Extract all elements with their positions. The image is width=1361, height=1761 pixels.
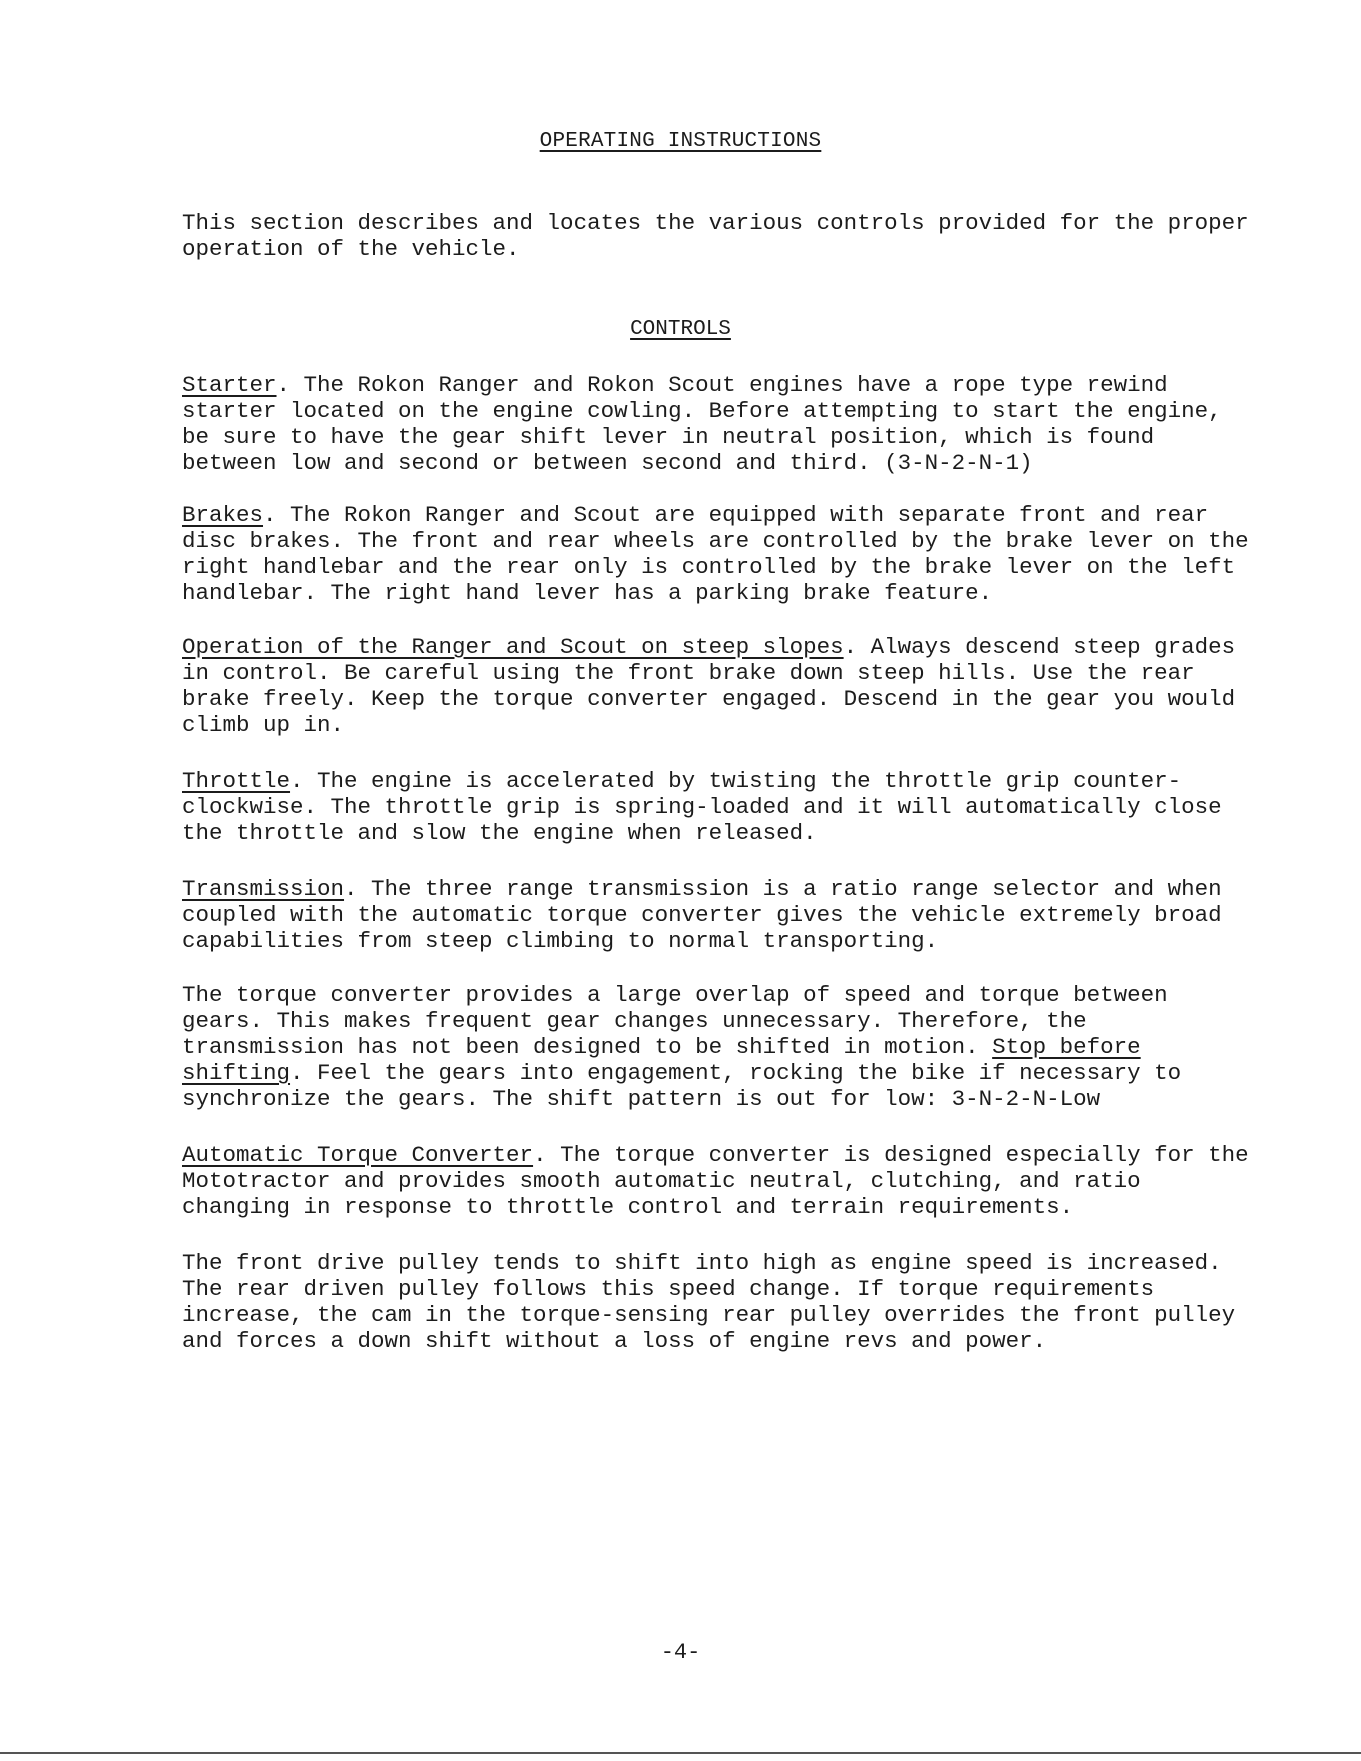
steep-slopes-heading: Operation of the Ranger and Scout on steep slopes [182,634,844,660]
torque-overlap-text-before: The torque converter provides a large overlap of speed and torque between gears. This makes frequent gear changes unnecessary. Therefore, the transmission has not been designed to be shifted in motion. [182,982,1168,1060]
throttle-text: . The engine is accelerated by twisting the throttle grip counter-clockwise. The throttle grip is spring-loaded and it will automatically close the throttle and slow the engine when released. [182,768,1222,846]
page-number: -4- [660,1640,701,1665]
throttle-heading: Throttle [182,768,291,794]
auto-torque-text: . The torque converter is designed especially for the Mototractor and provides smooth automatic neutral, clutching, and ratio changing in response to throttle control and terrain requirements. [182,1142,1249,1220]
pulley-paragraph: The front drive pulley tends to shift into high as engine speed is increased. The rear driven pulley follows this speed change. If torque requirements increase, the cam in the torque-sensing rear pulley overrides the front pulley and forces a down shift without a loss of engine revs and power. [182,1250,1236,1354]
intro-paragraph: This section describes and locates the various controls provided for the proper operation of the vehicle. [182,210,1249,262]
starter-heading: Starter [182,372,277,398]
starter-paragraph [182,372,1262,476]
stop-before-shifting-emphasis: Stop before shifting [182,1034,1141,1086]
steep-slopes-paragraph [182,634,1262,738]
brakes-text: . The Rokon Ranger and Scout are equipped with separate front and rear disc brakes. The front and rear wheels are controlled by the brake lever on the right handlebar and the rear only is controlled by the brake lever on the left handlebar. The right hand lever has a parking brake feature. [182,502,1249,606]
starter-text: . The Rokon Ranger and Rokon Scout engines have a rope type rewind starter located on the engine cowling. Before attempting to start the engine, be sure to have the gear shift lever in neutral position, which is found between low and second or between second and third. (3-N-2-N-1) [182,372,1222,476]
transmission-heading: Transmission [182,876,345,902]
throttle-paragraph [182,768,1262,846]
torque-overlap-text-after: . Feel the gears into engagement, rocking the bike if necessary to synchronize the gears. The shift pattern is out for low: 3-N-2-N-Low [182,1060,1182,1112]
page-title-text: OPERATING INSTRUCTIONS [539,130,822,153]
steep-slopes-text: . Always descend steep grades in control. Be careful using the front brake down steep hills. Use the rear brake freely. Keep the torque converter engaged. Descend in the gear you would climb up in. [182,634,1236,738]
brakes-paragraph [182,502,1262,606]
brakes-heading: Brakes [182,502,264,528]
auto-torque-paragraph [182,1142,1262,1220]
auto-torque-heading: Automatic Torque Converter [182,1142,534,1168]
section-heading-text: CONTROLS [630,318,731,341]
torque-overlap-paragraph [182,982,1262,1112]
transmission-paragraph [182,876,1262,954]
bottom-scan-edge [0,1752,1361,1754]
transmission-text: . The three range transmission is a ratio range selector and when coupled with the automatic torque converter gives the vehicle extremely broad capabilities from steep climbing to normal transporting. [182,876,1222,954]
section-heading [0,318,1361,341]
page-title [0,130,1361,153]
